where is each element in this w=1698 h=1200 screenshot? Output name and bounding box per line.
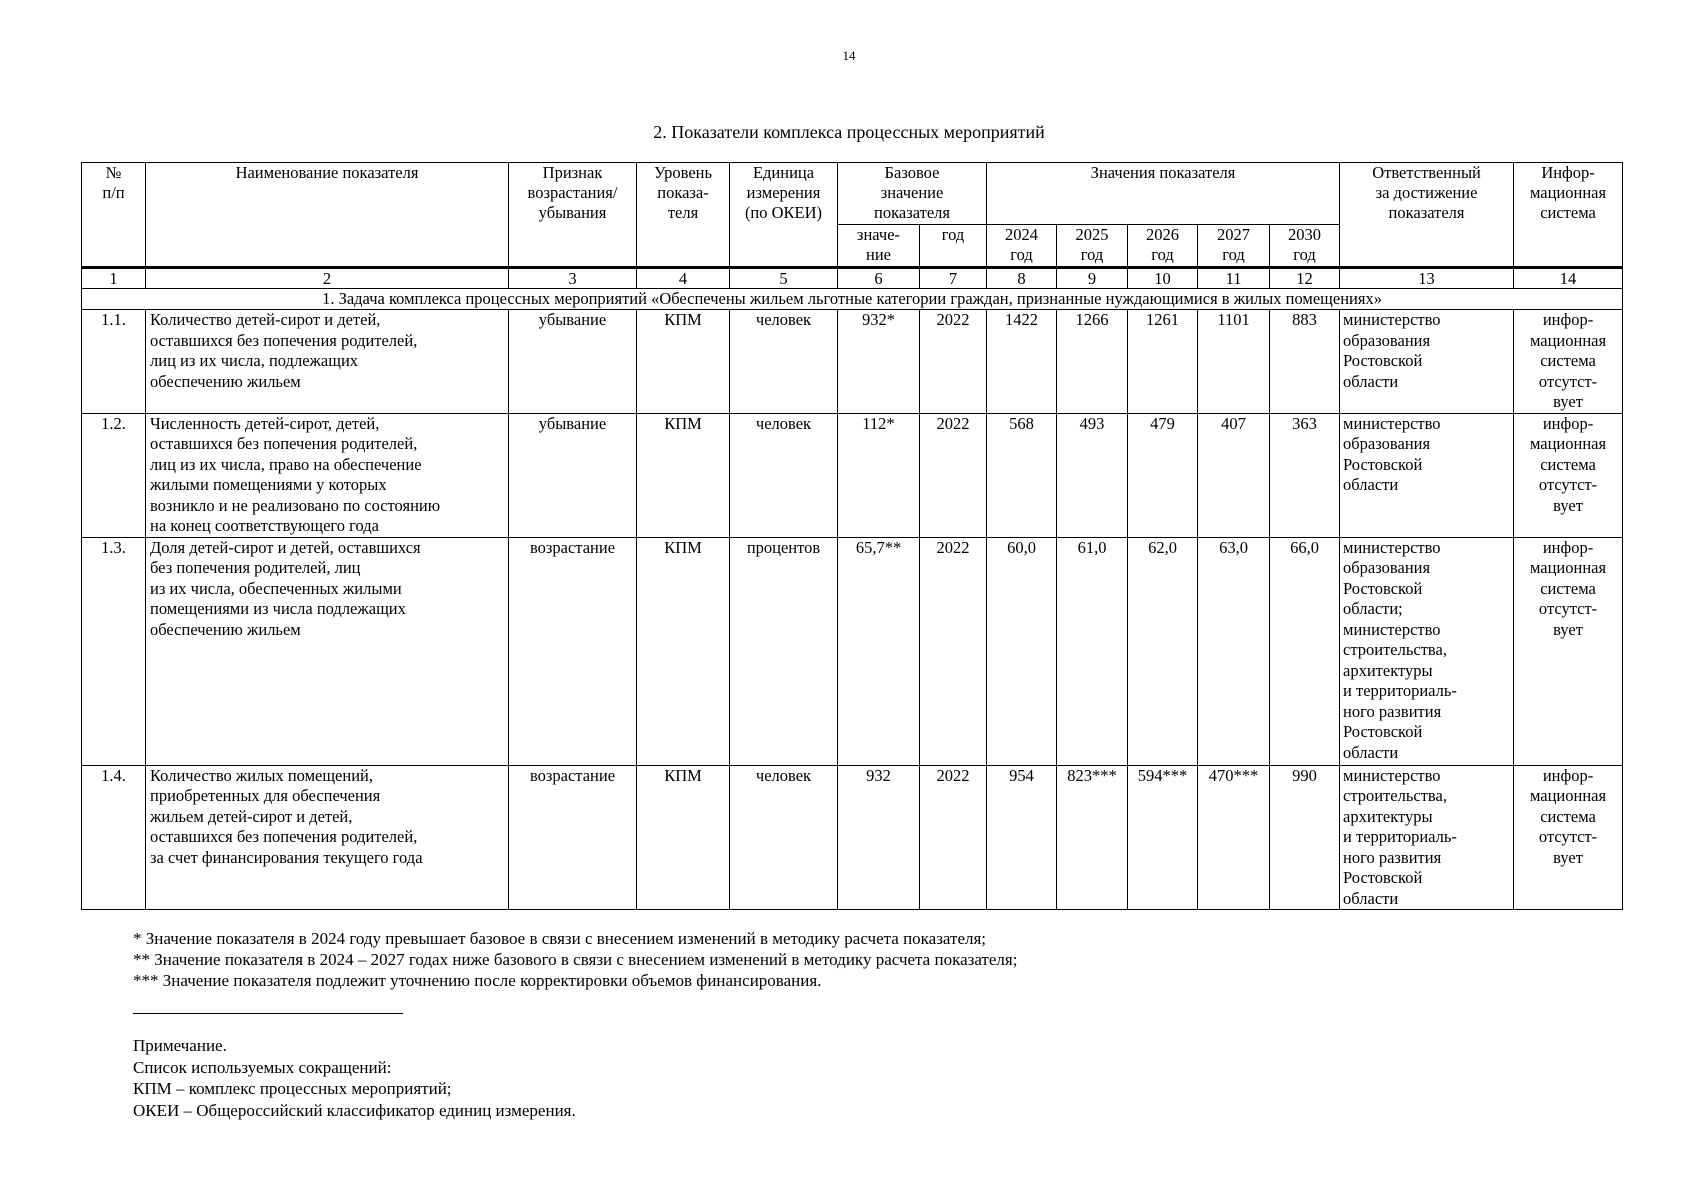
row-num: 1.2. <box>82 413 146 537</box>
header-level: Уровень показа- теля <box>637 163 730 268</box>
footnotes <box>133 928 1603 991</box>
header-unit: Единица измерения (по ОКЕИ) <box>730 163 838 268</box>
column-number: 5 <box>730 268 838 289</box>
value-2030: 883 <box>1270 310 1340 414</box>
column-number: 4 <box>637 268 730 289</box>
header-num: № п/п <box>82 163 146 268</box>
column-number: 3 <box>509 268 637 289</box>
footnote: * Значение показателя в 2024 году превышает базовое в связи с внесением изменений в методику расчета показателя; <box>133 929 987 948</box>
header-values-group: Значения показателя <box>987 163 1340 225</box>
table-row <box>82 310 1623 414</box>
base-year: 2022 <box>920 537 987 765</box>
value-2030: 990 <box>1270 765 1340 910</box>
indicator-name: Количество детей-сирот и детей, оставшихся без попечения родителей, лиц из их числа, подлежащих обеспечению жильем <box>146 310 509 414</box>
footnote: *** Значение показателя подлежит уточнению после корректировки объемов финансирования. <box>133 971 822 990</box>
column-number: 11 <box>1198 268 1270 289</box>
header-sign: Признак возрастания/ убывания <box>509 163 637 268</box>
info-system: инфор- мационная система отсутст- вует <box>1514 413 1623 537</box>
note <box>133 1035 1033 1121</box>
table-row <box>82 413 1623 537</box>
base-year: 2022 <box>920 310 987 414</box>
column-number: 8 <box>987 268 1057 289</box>
page-number: 14 <box>842 48 856 63</box>
value-2030: 363 <box>1270 413 1340 537</box>
indicator-unit: человек <box>730 413 838 537</box>
indicator-level: КПМ <box>637 413 730 537</box>
header-year-2027: 2027 год <box>1198 225 1270 268</box>
value-2024: 60,0 <box>987 537 1057 765</box>
responsible: министерство образования Ростовской области <box>1340 413 1514 537</box>
value-2025: 1266 <box>1057 310 1128 414</box>
header-row-1 <box>82 163 1623 225</box>
row-num: 1.1. <box>82 310 146 414</box>
value-2026: 594*** <box>1128 765 1198 910</box>
task-row <box>82 289 1623 310</box>
info-system: инфор- мационная система отсутст- вует <box>1514 537 1623 765</box>
info-system: инфор- мационная система отсутст- вует <box>1514 765 1623 910</box>
table-row <box>82 537 1623 765</box>
column-number: 13 <box>1340 268 1514 289</box>
header-year-2024: 2024 год <box>987 225 1057 268</box>
indicator-name: Численность детей-сирот, детей, оставшихся без попечения родителей, лиц из их числа, право на обеспечение жилыми помещениями у которых возникло и не реализовано по состоянию на конец соответствующего года <box>146 413 509 537</box>
indicator-level: КПМ <box>637 765 730 910</box>
indicator-sign: возрастание <box>509 537 637 765</box>
value-2026: 479 <box>1128 413 1198 537</box>
header-year-2026: 2026 год <box>1128 225 1198 268</box>
column-number: 14 <box>1514 268 1623 289</box>
header-responsible: Ответственный за достижение показателя <box>1340 163 1514 268</box>
column-number: 12 <box>1270 268 1340 289</box>
footnote-divider <box>133 1013 403 1014</box>
header-base-value: значе- ние <box>838 225 920 268</box>
value-2024: 1422 <box>987 310 1057 414</box>
value-2025: 61,0 <box>1057 537 1128 765</box>
indicator-level: КПМ <box>637 537 730 765</box>
column-number: 6 <box>838 268 920 289</box>
indicators-table <box>81 162 1623 910</box>
indicator-unit: человек <box>730 765 838 910</box>
info-system: инфор- мационная система отсутст- вует <box>1514 310 1623 414</box>
value-2025: 493 <box>1057 413 1128 537</box>
indicator-unit: процентов <box>730 537 838 765</box>
base-value: 932* <box>838 310 920 414</box>
value-2030: 66,0 <box>1270 537 1340 765</box>
value-2024: 568 <box>987 413 1057 537</box>
base-value: 932 <box>838 765 920 910</box>
indicator-name: Количество жилых помещений, приобретенных для обеспечения жильем детей-сирот и детей, оставшихся без попечения родителей, за счет финансирования текущего года <box>146 765 509 910</box>
footnote: ** Значение показателя в 2024 – 2027 годах ниже базового в связи с внесением изменений в методику расчета показателя; <box>133 950 1018 969</box>
note-line: ОКЕИ – Общероссийский классификатор единиц измерения. <box>133 1100 576 1120</box>
indicator-name: Доля детей-сирот и детей, оставшихся без попечения родителей, лиц из их числа, обеспеченных жилыми помещениями из числа подлежащих обеспечению жильем <box>146 537 509 765</box>
indicator-unit: человек <box>730 310 838 414</box>
column-number: 9 <box>1057 268 1128 289</box>
header-base: Базовое значение показателя <box>838 163 987 225</box>
section-title: 2. Показатели комплекса процессных мероприятий <box>653 122 1045 142</box>
responsible: министерство строительства, архитектуры и территориаль- ного развития Ростовской области <box>1340 765 1514 910</box>
column-number: 1 <box>82 268 146 289</box>
indicator-sign: убывание <box>509 310 637 414</box>
note-line: КПМ – комплекс процессных мероприятий; <box>133 1079 452 1098</box>
base-value: 65,7** <box>838 537 920 765</box>
base-value: 112* <box>838 413 920 537</box>
note-title: Примечание. <box>133 1036 227 1055</box>
header-base-year: год <box>920 225 987 268</box>
row-num: 1.3. <box>82 537 146 765</box>
base-year: 2022 <box>920 765 987 910</box>
indicator-sign: убывание <box>509 413 637 537</box>
value-2024: 954 <box>987 765 1057 910</box>
responsible: министерство образования Ростовской области; министерство строительства, архитектуры и территориаль- ного развития Ростовской области <box>1340 537 1514 765</box>
responsible: министерство образования Ростовской области <box>1340 310 1514 414</box>
column-number: 7 <box>920 268 987 289</box>
header-year-2030: 2030 год <box>1270 225 1340 268</box>
value-2026: 62,0 <box>1128 537 1198 765</box>
column-number: 2 <box>146 268 509 289</box>
task-title: 1. Задача комплекса процессных мероприятий «Обеспечены жильем льготные категории граждан, признанные нуждающимися в жилых помещениях» <box>82 289 1623 310</box>
header-name: Наименование показателя <box>146 163 509 268</box>
header-info-system: Инфор- мационная система <box>1514 163 1623 268</box>
value-2027: 63,0 <box>1198 537 1270 765</box>
indicator-sign: возрастание <box>509 765 637 910</box>
value-2027: 1101 <box>1198 310 1270 414</box>
table-row <box>82 765 1623 910</box>
value-2027: 407 <box>1198 413 1270 537</box>
note-line: Список используемых сокращений: <box>133 1057 392 1077</box>
base-year: 2022 <box>920 413 987 537</box>
indicator-level: КПМ <box>637 310 730 414</box>
column-number: 10 <box>1128 268 1198 289</box>
value-2025: 823*** <box>1057 765 1128 910</box>
row-num: 1.4. <box>82 765 146 910</box>
value-2027: 470*** <box>1198 765 1270 910</box>
column-numbers-row <box>82 268 1623 289</box>
header-year-2025: 2025 год <box>1057 225 1128 268</box>
value-2026: 1261 <box>1128 310 1198 414</box>
